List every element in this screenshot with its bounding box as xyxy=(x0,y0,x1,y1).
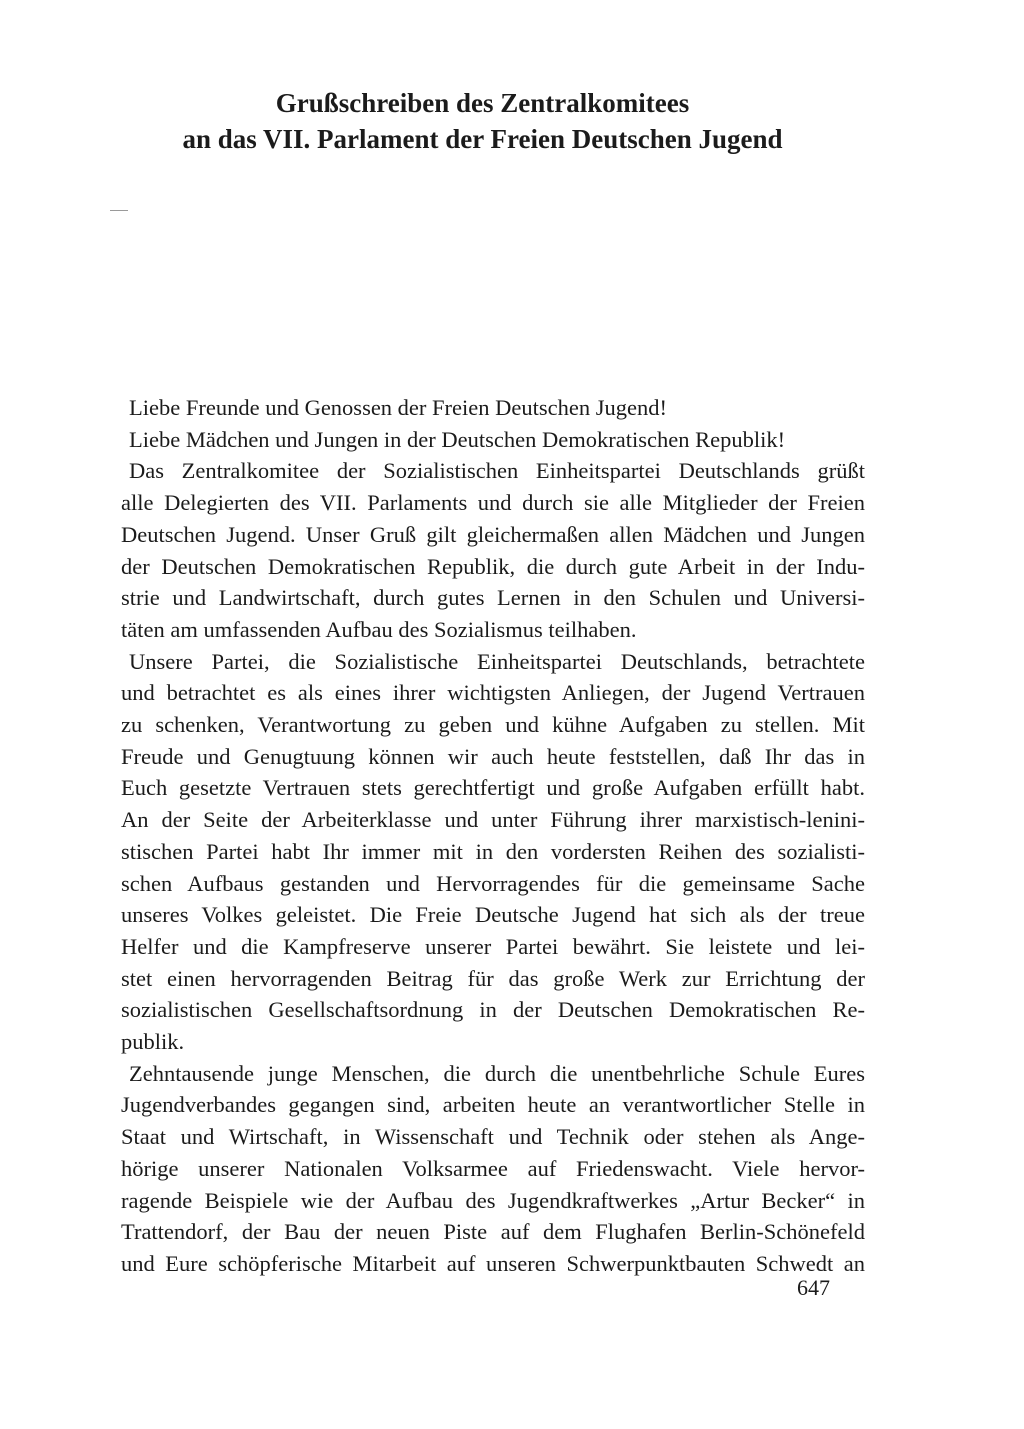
paragraph-line: Deutschen Jugend. Unser Gruß gilt gleichermaßen allen Mädchen und Jungen xyxy=(121,521,865,547)
paragraph-line: täten am umfassenden Aufbau des Sozialismus teilhaben. xyxy=(121,616,637,642)
paragraph-line: strie und Landwirtschaft, durch gutes Lernen in den Schulen und Universi- xyxy=(121,585,865,611)
paragraph-line: Zehntausende junge Menschen, die durch die unentbehrliche Schule Eures xyxy=(129,1060,865,1086)
paragraph-line: Das Zentralkomitee der Sozialistischen Einheitspartei Deutschlands grüßt xyxy=(129,458,865,484)
paragraph-line: Unsere Partei, die Sozialistische Einheitspartei Deutschlands, betrachtete xyxy=(129,648,865,674)
heading-line-1: Grußschreiben des Zentralkomitees xyxy=(275,88,690,118)
heading-line-2: an das VII. Parlament der Freien Deutschen Jugend xyxy=(182,124,783,154)
paragraph-line: publik. xyxy=(121,1029,185,1055)
page-number: 647 xyxy=(797,1275,830,1300)
body-text xyxy=(121,392,865,1280)
paragraph-line: stischen Partei habt Ihr immer mit in den vordersten Reihen des sozialisti- xyxy=(121,838,865,864)
paragraph-line: zu schenken, Verantwortung zu geben und kühne Aufgaben zu stellen. Mit xyxy=(121,712,865,738)
paragraph-line: alle Delegierten des VII. Parlaments und durch sie alle Mitglieder der Freien xyxy=(121,490,865,516)
paragraph-line: stet einen hervorragenden Beitrag für das große Werk zur Errichtung der xyxy=(121,965,865,991)
paragraph-line: der Deutschen Demokratischen Republik, die durch gute Arbeit in der Indu- xyxy=(121,553,865,579)
greeting-line: Liebe Mädchen und Jungen in der Deutschen Demokratischen Republik! xyxy=(129,426,786,452)
paragraph-line: hörige unserer Nationalen Volksarmee auf Friedenswacht. Viele hervor- xyxy=(121,1155,865,1181)
greeting-line: Liebe Freunde und Genossen der Freien Deutschen Jugend! xyxy=(129,395,667,420)
paragraph-line: Helfer und die Kampfreserve unserer Partei bewährt. Sie leistete und lei- xyxy=(121,933,865,959)
paragraph-line: An der Seite der Arbeiterklasse und unter Führung ihrer marxistisch-lenini- xyxy=(121,807,865,833)
paragraph-line: schen Aufbaus gestanden und Hervorragendes für die gemeinsame Sache xyxy=(121,870,865,896)
paragraph-line: ragende Beispiele wie der Aufbau des Jugendkraftwerkes „Artur Becker“ in xyxy=(121,1187,865,1213)
paragraph-line: Freude und Genugtuung können wir auch heute feststellen, daß Ihr das in xyxy=(121,743,865,769)
paragraph-line: unseres Volkes geleistet. Die Freie Deutsche Jugend hat sich als der treue xyxy=(121,902,865,928)
paragraph-line: Trattendorf, der Bau der neuen Piste auf dem Flughafen Berlin-Schönefeld xyxy=(121,1219,865,1245)
paragraph-line: Euch gesetzte Vertrauen stets gerechtfertigt und große Aufgaben erfüllt habt. xyxy=(121,775,865,801)
paragraph-line: Staat und Wirtschaft, in Wissenschaft und Technik oder stehen als Ange- xyxy=(121,1124,865,1150)
paragraph-line: und Eure schöpferische Mitarbeit auf unseren Schwerpunktbauten Schwedt an xyxy=(121,1250,865,1276)
paragraph-line: und betrachtet es als eines ihrer wichtigsten Anliegen, der Jugend Vertrauen xyxy=(121,680,865,706)
margin-mark xyxy=(110,210,128,211)
paragraph-line: Jugendverbandes gegangen sind, arbeiten heute an verantwortlicher Stelle in xyxy=(121,1092,865,1118)
paragraph-line: sozialistischen Gesellschaftsordnung in der Deutschen Demokratischen Re- xyxy=(121,997,865,1023)
